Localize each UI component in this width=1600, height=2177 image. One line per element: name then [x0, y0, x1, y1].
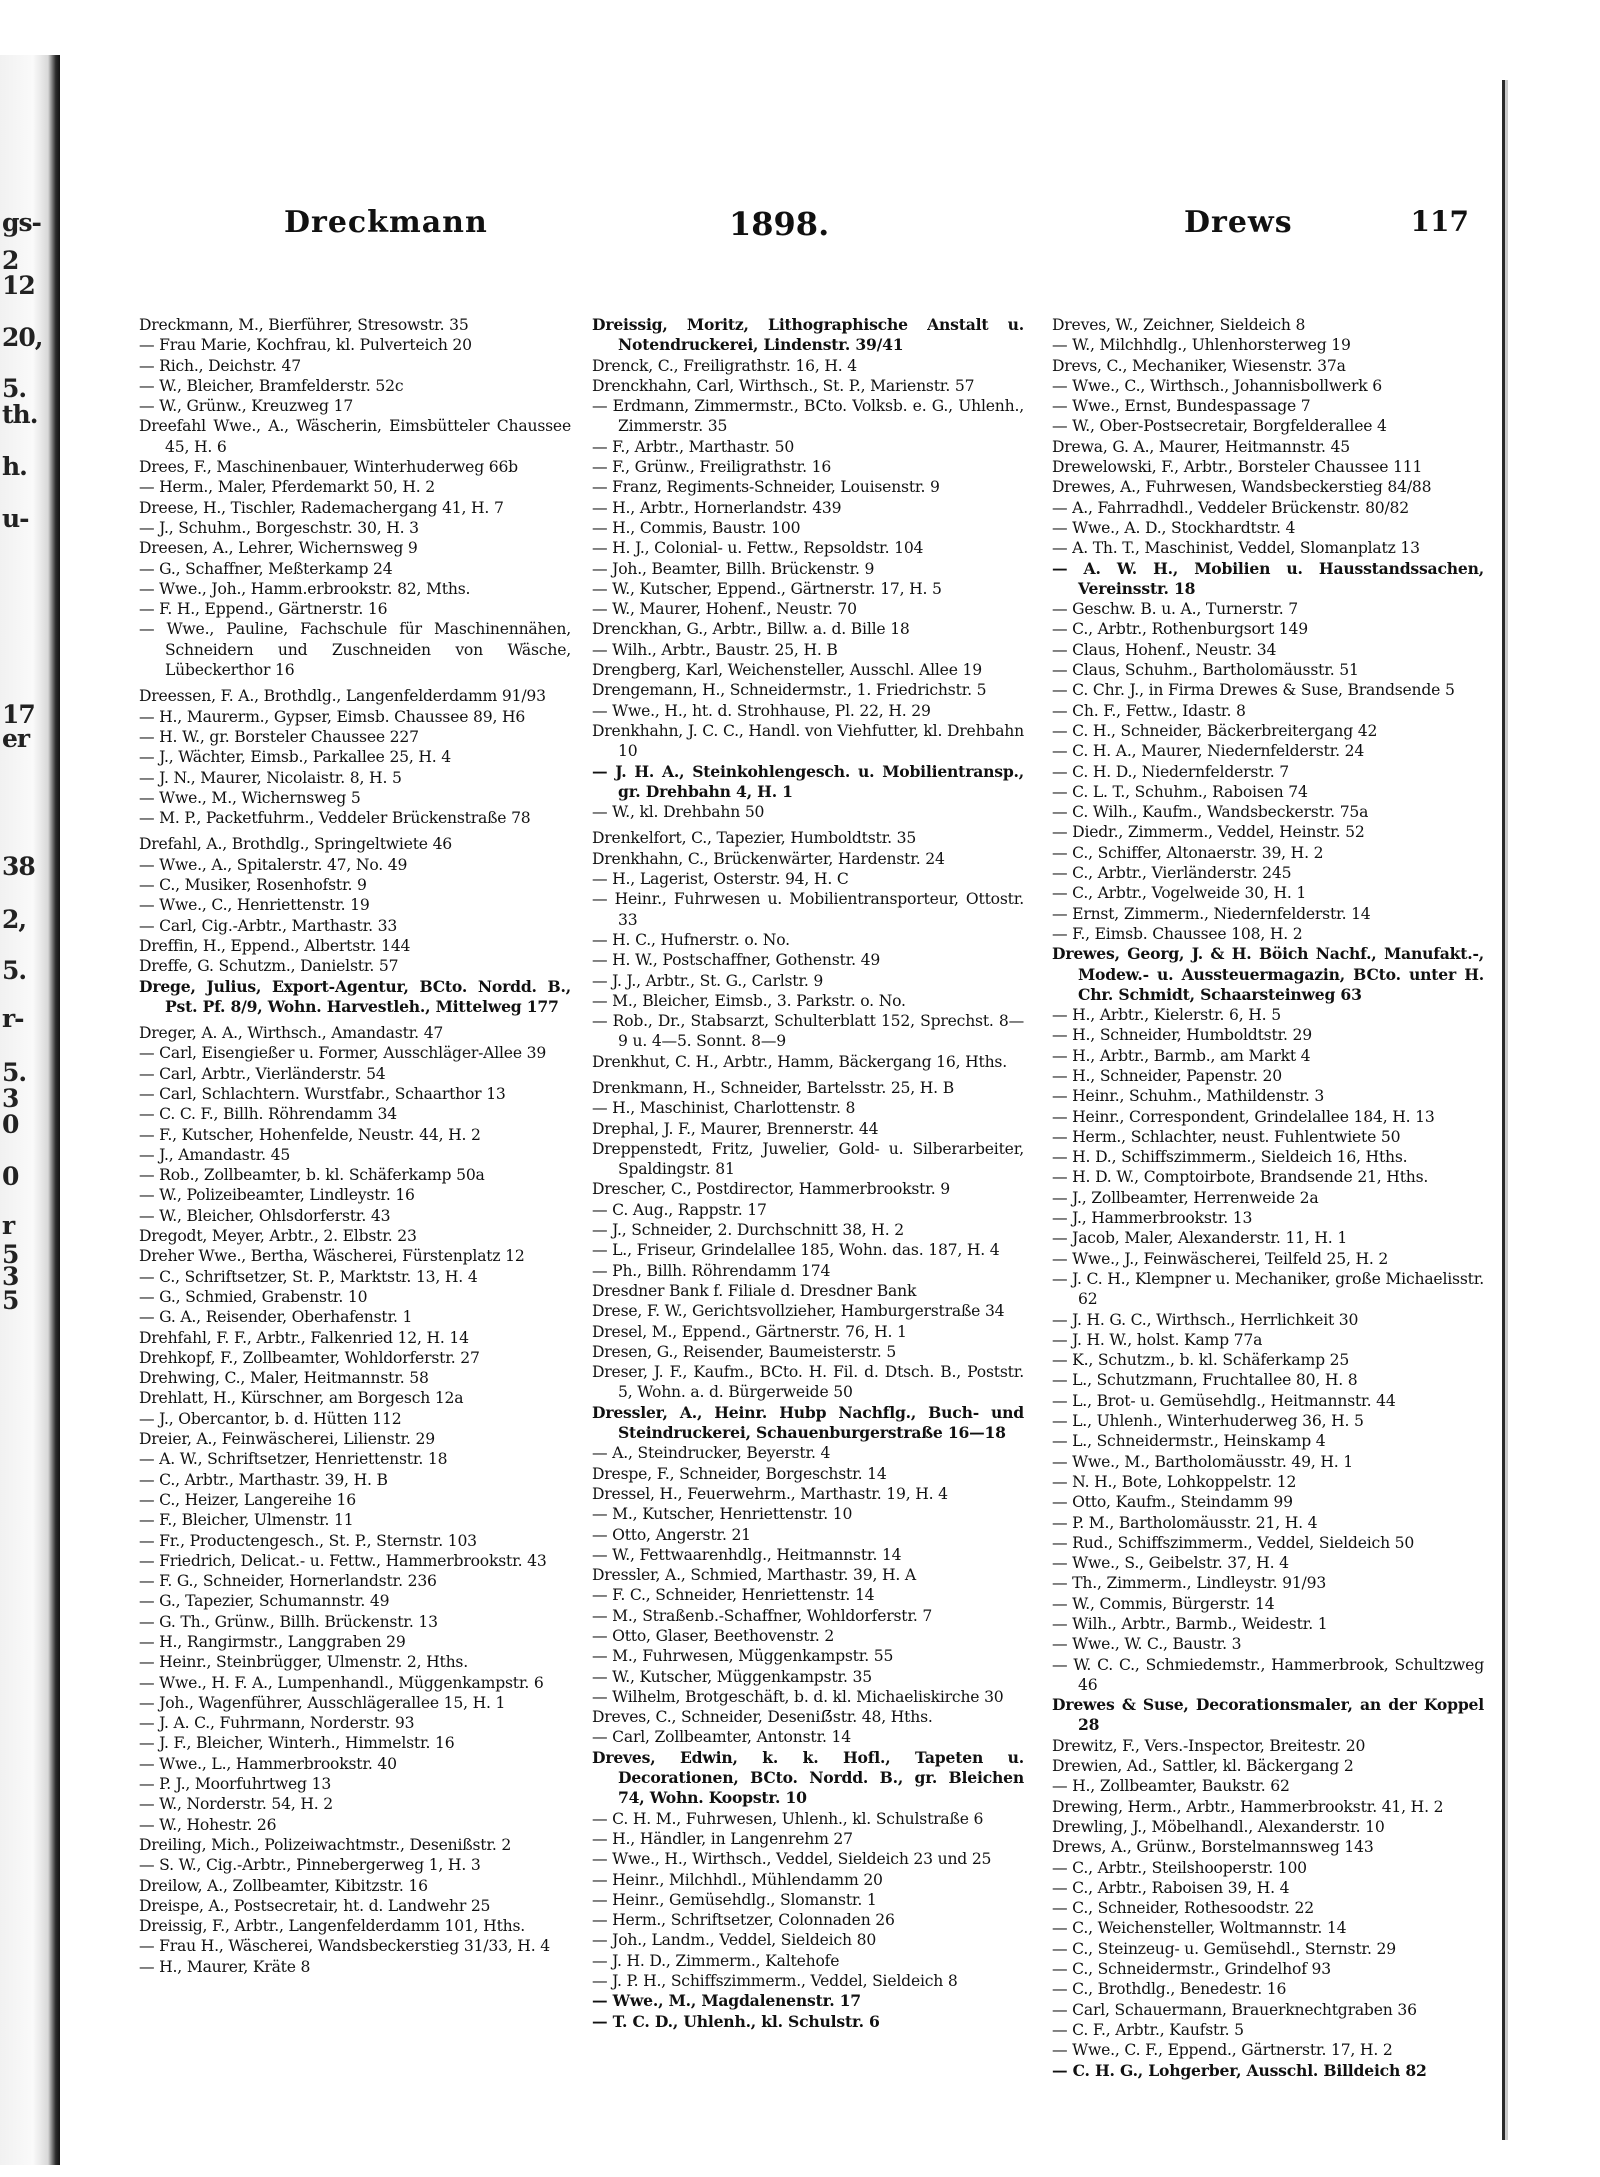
directory-entry: — Frau Marie, Kochfrau, kl. Pulverteich 20	[139, 336, 472, 355]
directory-entry: — C., Arbtr., Raboisen 39, H. 4	[1052, 1878, 1290, 1897]
directory-entry: — J. H. D., Zimmerm., Kaltehofe	[592, 1951, 840, 1970]
directory-entry: — Wwe., H., ht. d. Strohhause, Pl. 22, H. 29	[592, 701, 931, 720]
directory-entry: — W., Fettwaarenhdlg., Heitmannstr. 14	[592, 1545, 902, 1564]
directory-entry: Drevs, C., Mechaniker, Wiesenstr. 37a	[1052, 356, 1346, 375]
directory-entry: — L., Brot- u. Gemüsehdlg., Heitmannstr. 44	[1052, 1391, 1396, 1410]
directory-entry: — Wwe., C., Henriettenstr. 19	[139, 896, 370, 915]
directory-entry: — H. C., Hufnerstr. o. No.	[592, 930, 790, 949]
directory-entry: — P. M., Bartholomäusstr. 21, H. 4	[1052, 1513, 1318, 1532]
directory-entry: — J. H. A., Steinkohlengesch. u. Mobilientransp., gr. Drehbahn 4, H. 1	[592, 761, 1024, 801]
directory-entry: — H. W., gr. Borsteler Chaussee 227	[139, 727, 419, 746]
previous-page-fragment: 20,	[2, 323, 43, 352]
previous-page-fragment: h.	[2, 452, 27, 481]
directory-entry: — Joh., Landm., Veddel, Sieldeich 80	[592, 1931, 877, 1950]
directory-entry: Dreppenstedt, Fritz, Juwelier, Gold- u. Silberarbeiter, Spaldingstr. 81	[592, 1139, 1024, 1179]
directory-entry: — Wilhelm, Brotgeschäft, b. d. kl. Michaeliskirche 30	[592, 1687, 1004, 1706]
directory-entry: — Wilh., Arbtr., Baustr. 25, H. B	[592, 640, 838, 659]
directory-entry: — W., Commis, Bürgerstr. 14	[1052, 1594, 1275, 1613]
directory-entry: Drewelowski, F., Arbtr., Borsteler Chaussee 111	[1052, 458, 1423, 477]
directory-entry: — A., Steindrucker, Beyerstr. 4	[592, 1444, 831, 1463]
directory-entry: — Claus, Schuhm., Bartholomäusstr. 51	[1052, 661, 1359, 680]
directory-entry: — H. D. W., Comptoirbote, Brandsende 21, Hths.	[1052, 1168, 1429, 1187]
directory-entry: Drews, A., Grünw., Borstelmannsweg 143	[1052, 1838, 1374, 1857]
directory-entry: — Wwe., J., Feinwäscherei, Teilfeld 25, H. 2	[1052, 1249, 1389, 1268]
directory-entry: — J., Hammerbrookstr. 13	[1052, 1209, 1253, 1228]
directory-entry: — Wwe., A., Spitalerstr. 47, No. 49	[139, 855, 408, 874]
directory-entry: Drewa, G. A., Maurer, Heitmannstr. 45	[1052, 437, 1350, 456]
directory-entry: Dressler, A., Heinr. Hubp Nachflg., Buch- und Steindruckerei, Schauenburgerstraße 16—18	[592, 1402, 1024, 1443]
directory-entry: — C., Musiker, Rosenhofstr. 9	[139, 876, 367, 895]
directory-entry: — Otto, Kaufm., Steindamm 99	[1052, 1493, 1293, 1512]
directory-entry: Dresdner Bank f. Filiale d. Dresdner Bank	[592, 1281, 917, 1300]
directory-entry: Dreissig, Moritz, Lithographische Anstalt u. Notendruckerei, Lindenstr. 39/41	[592, 315, 1024, 355]
header-first-entry: Dreckmann	[284, 205, 488, 240]
directory-entry: Dressel, H., Feuerwehrm., Marthastr. 19, H. 4	[592, 1484, 948, 1503]
directory-entry: — C., Arbtr., Steilshooperstr. 100	[1052, 1858, 1307, 1877]
directory-entry: — Otto, Glaser, Beethovenstr. 2	[592, 1627, 835, 1645]
directory-entry: Drescher, C., Postdirector, Hammerbrookstr. 9	[592, 1180, 950, 1199]
directory-entry: — C. Chr. J., in Firma Drewes & Suse, Brandsende 5	[1052, 681, 1455, 700]
directory-entry: — Wwe., A. D., Stockhardtstr. 4	[1052, 518, 1296, 537]
directory-entry: — F., Bleicher, Ulmenstr. 11	[139, 1511, 354, 1530]
directory-entry: — Friedrich, Delicat.- u. Fettw., Hammerbrookstr. 43	[139, 1551, 547, 1570]
directory-entry: — A., Fahrradhdl., Veddeler Brückenstr. 80/82	[1052, 498, 1410, 517]
directory-entry: — J. A. C., Fuhrmann, Norderstr. 93	[139, 1714, 415, 1733]
directory-entry: — W., Milchhdlg., Uhlenhorsterweg 19	[1052, 336, 1351, 355]
directory-entry: — W., Grünw., Kreuzweg 17	[139, 397, 354, 416]
previous-page-fragment: u-	[2, 504, 29, 533]
directory-entry: Dressler, A., Schmied, Marthastr. 39, H. A	[592, 1566, 916, 1585]
directory-entry: — H., Maurer, Kräte 8	[139, 1957, 311, 1976]
previous-page-fragment: 5.	[2, 374, 27, 403]
directory-entry: Dreesen, A., Lehrer, Wichernsweg 9	[139, 539, 418, 558]
previous-page-fragment: 0	[2, 1110, 19, 1139]
directory-entry: Drenkhahn, C., Brückenwärter, Hardenstr. 24	[592, 849, 945, 868]
directory-entry: — W., Hohestr. 26	[139, 1815, 277, 1834]
directory-entry: — A. W., Schriftsetzer, Henriettenstr. 18	[139, 1450, 448, 1469]
directory-entry: Drengemann, H., Schneidermstr., 1. Friedrichstr. 5	[592, 681, 987, 700]
directory-entry: — K., Schutzm., b. kl. Schäferkamp 25	[1052, 1351, 1350, 1370]
directory-entry: — C., Schneidermstr., Grindelhof 93	[1052, 1960, 1331, 1979]
directory-entry: Dreher Wwe., Bertha, Wäscherei, Fürstenplatz 12	[139, 1247, 525, 1266]
directory-entry: — N. H., Bote, Lohkoppelstr. 12	[1052, 1472, 1297, 1491]
directory-entry: — Ch. F., Fettw., Idastr. 8	[1052, 701, 1246, 720]
directory-entry: — Claus, Hohenf., Neustr. 34	[1052, 640, 1277, 659]
previous-page-fragment: gs-	[2, 208, 41, 237]
directory-entry: Drewing, Herm., Arbtr., Hammerbrookstr. 41, H. 2	[1052, 1797, 1444, 1816]
directory-entry: — Fr., Productengesch., St. P., Sternstr. 103	[139, 1531, 477, 1550]
directory-entry: Drewitz, F., Vers.-Inspector, Breitestr. 20	[1052, 1736, 1366, 1755]
directory-entry: Drephal, J. F., Maurer, Brennerstr. 44	[592, 1119, 879, 1138]
directory-entry: — J., Wächter, Eimsb., Parkallee 25, H. 4	[139, 748, 452, 767]
previous-page-fragment: 2,	[2, 905, 27, 934]
directory-entry: — W. C. C., Schmiedemstr., Hammerbrook, Schultzweg 46	[1052, 1655, 1484, 1694]
directory-entry: — A. Th. T., Maschinist, Veddel, Slomanplatz 13	[1052, 539, 1420, 558]
directory-entry: — Rich., Deichstr. 47	[139, 356, 301, 375]
page-header	[134, 205, 1469, 250]
directory-entry: — C. F., Arbtr., Kaufstr. 5	[1052, 2020, 1244, 2039]
previous-page-fragment: 5.	[2, 956, 27, 985]
directory-entry: — G. Th., Grünw., Billh. Brückenstr. 13	[139, 1612, 438, 1631]
directory-entry: — Wwe., H. F. A., Lumpenhandl., Müggenkampstr. 6	[139, 1673, 544, 1692]
directory-entry: — H., Maschinist, Charlottenstr. 8	[592, 1099, 856, 1118]
directory-entry: Dresen, G., Reisender, Baumeisterstr. 5	[592, 1342, 897, 1361]
directory-entry: — W., kl. Drehbahn 50	[592, 803, 765, 822]
directory-entry: — Ernst, Zimmerm., Niedernfelderstr. 14	[1052, 904, 1371, 923]
directory-entry: Drewes, A., Fuhrwesen, Wandsbeckerstieg 84/88	[1052, 478, 1432, 497]
directory-entry: Dreves, Edwin, k. k. Hofl., Tapeten u. Decorationen, BCto. Nordd. B., gr. Bleichen 74, Wohn. Koopstr. 10	[592, 1747, 1024, 1808]
directory-entry: — Wwe., L., Hammerbrookstr. 40	[139, 1754, 397, 1773]
directory-entry: Dreger, A. A., Wirthsch., Amandastr. 47	[139, 1024, 444, 1043]
directory-entry: — Carl, Schauermann, Brauerknechtgraben 36	[1052, 2000, 1417, 2019]
directory-entry: — J., Schuhm., Borgeschstr. 30, H. 3	[139, 518, 419, 537]
directory-entry: Drenkelfort, C., Tapezier, Humboldtstr. 35	[592, 829, 917, 848]
directory-entry: Dreier, A., Feinwäscherei, Lilienstr. 29	[139, 1430, 436, 1449]
previous-page-fragment: 3	[2, 1084, 19, 1113]
previous-page-fragment: 17	[2, 700, 35, 729]
previous-page-fragment: 0	[2, 1162, 19, 1191]
previous-page-fragment: 5.	[2, 1058, 27, 1087]
directory-entry: Drenck, C., Freiligrathstr. 16, H. 4	[592, 356, 857, 375]
directory-entry: Drenckhahn, Carl, Wirthsch., St. P., Marienstr. 57	[592, 376, 975, 395]
directory-entry: — L., Uhlenh., Winterhuderweg 36, H. 5	[1052, 1412, 1364, 1431]
directory-entry: — L., Friseur, Grindelallee 185, Wohn. das. 187, H. 4	[592, 1241, 1000, 1260]
directory-entry: — W., Kutscher, Eppend., Gärtnerstr. 17, H. 5	[592, 579, 942, 598]
directory-entry: — Heinr., Milchhdl., Mühlendamm 20	[592, 1870, 883, 1889]
directory-entry: — W., Maurer, Hohenf., Neustr. 70	[592, 600, 857, 619]
directory-entry: — G., Schaffner, Meßterkamp 24	[139, 559, 393, 578]
directory-entry: — C., Schiffer, Altonaerstr. 39, H. 2	[1052, 843, 1324, 862]
directory-entry: Dreessen, F. A., Brothdlg., Langenfelderdamm 91/93	[139, 687, 546, 706]
directory-entry: — Wwe., Pauline, Fachschule für Maschinennähen, Schneidern und Zuschneiden von Wäsche, Lübeckerthor 16	[139, 620, 571, 680]
directory-entry: — Heinr., Fuhrwesen u. Mobilientransporteur, Ottostr. 33	[592, 890, 1024, 929]
directory-entry: — C. C. F., Billh. Röhrendamm 34	[139, 1105, 397, 1124]
directory-entry: Drese, F. W., Gerichtsvollzieher, Hamburgerstraße 34	[592, 1302, 1005, 1321]
directory-entry: — M., Bleicher, Eimsb., 3. Parkstr. o. No.	[592, 991, 906, 1010]
directory-entry: — G., Tapezier, Schumannstr. 49	[139, 1592, 390, 1611]
directory-entry: — H., Händler, in Langenrehm 27	[592, 1829, 853, 1848]
directory-entry: — Franz, Regiments-Schneider, Louisenstr. 9	[592, 478, 940, 497]
directory-entry: — C. H. A., Maurer, Niedernfelderstr. 24	[1052, 742, 1365, 761]
directory-entry: — Herm., Schriftsetzer, Colonnaden 26	[592, 1911, 895, 1930]
directory-entry: — H., Lagerist, Osterstr. 94, H. C	[592, 870, 849, 889]
directory-entry: — C., Brothdlg., Benedestr. 16	[1052, 1980, 1287, 1999]
directory-entry: — C., Arbtr., Vogelweide 30, H. 1	[1052, 884, 1307, 903]
directory-entry: — Wwe., M., Wichernsweg 5	[139, 788, 361, 807]
directory-entry: — Diedr., Zimmerm., Veddel, Heinstr. 52	[1052, 823, 1365, 842]
directory-entry: — Joh., Wagenführer, Ausschlägerallee 15, H. 1	[139, 1693, 506, 1712]
directory-entry: — H. D., Schiffszimmerm., Sieldeich 16, Hths.	[1052, 1148, 1408, 1167]
directory-entry: — J. N., Maurer, Nicolaistr. 8, H. 5	[139, 768, 402, 787]
directory-entry: — C., Schneider, Rothesoodstr. 22	[1052, 1899, 1314, 1918]
directory-entry: Dreves, W., Zeichner, Sieldeich 8	[1052, 316, 1306, 334]
directory-entry: — H. J., Colonial- u. Fettw., Repsoldstr. 104	[592, 539, 924, 558]
directory-entry: — C., Weichensteller, Woltmannstr. 14	[1052, 1919, 1347, 1938]
directory-entry: — T. C. D., Uhlenh., kl. Schulstr. 6	[592, 2011, 880, 2031]
directory-entry: Drehkopf, F., Zollbeamter, Wohldorferstr. 27	[139, 1348, 480, 1367]
directory-entry: — Carl, Eisengießer u. Former, Ausschläger-Allee 39	[139, 1044, 547, 1063]
directory-entry: — Geschw. B. u. A., Turnerstr. 7	[1052, 600, 1298, 619]
directory-entry: Dreves, C., Schneider, Deseniẞstr. 48, Hths.	[592, 1708, 933, 1727]
directory-entry: — F., Arbtr., Marthastr. 50	[592, 437, 795, 456]
directory-entry: — C., Arbtr., Rothenburgsort 149	[1052, 620, 1308, 639]
directory-entry: — L., Schutzmann, Fruchtallee 80, H. 8	[1052, 1371, 1358, 1390]
directory-entry: Dreckmann, M., Bierführer, Stresowstr. 35	[139, 316, 469, 334]
previous-page-fragment: 2	[2, 246, 19, 275]
previous-page-fragment: 5	[2, 1286, 19, 1315]
directory-entry: — J. P. H., Schiffszimmerm., Veddel, Sieldeich 8	[592, 1972, 958, 1991]
directory-entry: — Carl, Zollbeamter, Antonstr. 14	[592, 1728, 851, 1747]
directory-entry: — M. P., Packetfuhrm., Veddeler Brückenstraße 78	[139, 809, 531, 828]
directory-entry: — J., Amandastr. 45	[139, 1145, 291, 1164]
directory-entry: Drewes, Georg, J. & H. Böich Nachf., Manufakt.-, Modew.- u. Aussteuermagazin, BCto. unter H. Chr. Schmidt, Schaarsteinweg 63	[1052, 944, 1484, 1004]
directory-entry: — Jacob, Maler, Alexanderstr. 11, H. 1	[1052, 1229, 1348, 1248]
directory-entry: Drehlatt, H., Kürschner, am Borgesch 12a	[139, 1389, 464, 1408]
directory-column-3	[1052, 315, 1484, 2165]
directory-entry: — J., Obercantor, b. d. Hütten 112	[139, 1409, 402, 1428]
directory-entry: — C. H. G., Lohgerber, Ausschl. Billdeich 82	[1052, 2060, 1427, 2080]
header-last-entry: Drews	[1184, 205, 1293, 240]
directory-entry: — Carl, Cig.-Arbtr., Marthastr. 33	[139, 916, 398, 935]
directory-entry: — F., Kutscher, Hohenfelde, Neustr. 44, H. 2	[139, 1125, 481, 1144]
directory-entry: — Heinr., Gemüsehdlg., Slomanstr. 1	[592, 1890, 877, 1909]
directory-entry: — W., Bleicher, Ohlsdorferstr. 43	[139, 1206, 391, 1225]
directory-entry: Dreffe, G. Schutzm., Danielstr. 57	[139, 957, 399, 976]
directory-entry: — H. W., Postschaffner, Gothenstr. 49	[592, 951, 881, 970]
directory-entry: — H., Schneider, Humboldtstr. 29	[1052, 1026, 1313, 1045]
directory-entry: — G., Schmied, Grabenstr. 10	[139, 1287, 368, 1306]
directory-entry: — F. G., Schneider, Hornerlandstr. 236	[139, 1572, 437, 1591]
directory-entry: — Carl, Schlachtern. Wurstfabr., Schaarthor 13	[139, 1084, 506, 1103]
directory-entry: Dreilow, A., Zollbeamter, Kibitzstr. 16	[139, 1876, 428, 1895]
directory-entry: Drewling, J., Möbelhandl., Alexanderstr. 10	[1052, 1817, 1385, 1836]
directory-entry: — W., Ober-Postsecretair, Borgfelderallee 4	[1052, 417, 1387, 436]
directory-entry: — F., Eimsb. Chaussee 108, H. 2	[1052, 924, 1303, 943]
directory-entry: — H., Zollbeamter, Baukstr. 62	[1052, 1777, 1290, 1796]
directory-entry: — Carl, Arbtr., Vierländerstr. 54	[139, 1064, 386, 1083]
directory-entry: — F. H., Eppend., Gärtnerstr. 16	[139, 600, 388, 619]
directory-entry: — C. Aug., Rappstr. 17	[592, 1200, 767, 1219]
previous-page-fragment: 3	[2, 1262, 19, 1291]
directory-entry: — Wilh., Arbtr., Barmb., Weidestr. 1	[1052, 1615, 1328, 1633]
directory-entry: — Herm., Schlachter, neust. Fuhlentwiete 50	[1052, 1127, 1401, 1146]
directory-entry: Drefahl, A., Brothdlg., Springeltwiete 46	[139, 835, 453, 854]
directory-entry: Drewien, Ad., Sattler, kl. Bäckergang 2	[1052, 1757, 1354, 1776]
directory-entry: — H., Arbtr., Hornerlandstr. 439	[592, 498, 842, 517]
directory-entry: — Wwe., S., Geibelstr. 37, H. 4	[1052, 1554, 1289, 1573]
directory-entry: Drenkhahn, J. C. C., Handl. von Viehfutter, kl. Drehbahn 10	[592, 721, 1024, 761]
directory-entry: — L., Schneidermstr., Heinskamp 4	[1052, 1432, 1326, 1451]
directory-entry: — Heinr., Schuhm., Mathildenstr. 3	[1052, 1087, 1325, 1106]
directory-entry: — Heinr., Correspondent, Grindelallee 184, H. 13	[1052, 1107, 1435, 1126]
directory-entry: — C. H. M., Fuhrwesen, Uhlenh., kl. Schulstraße 6	[592, 1809, 984, 1828]
directory-entry: Dreefahl Wwe., A., Wäscherin, Eimsbütteler Chaussee 45, H. 6	[139, 417, 571, 456]
directory-entry: Drespe, F., Schneider, Borgeschstr. 14	[592, 1464, 887, 1483]
directory-entry: Drehfahl, F. F., Arbtr., Falkenried 12, H. 14	[139, 1328, 469, 1347]
directory-entry: Dresel, M., Eppend., Gärtnerstr. 76, H. 1	[592, 1322, 907, 1341]
directory-entry: — Erdmann, Zimmermstr., BCto. Volksb. e. G., Uhlenh., Zimmerstr. 35	[592, 397, 1024, 436]
directory-entry: — W., Kutscher, Müggenkampstr. 35	[592, 1667, 872, 1686]
directory-entry: — Wwe., H., Wirthsch., Veddel, Sieldeich 23 und 25	[592, 1850, 992, 1869]
directory-entry: Dreser, J. F., Kaufm., BCto. H. Fil. d. Dtsch. B., Poststr. 5, Wohn. a. d. Bürgerweide 50	[592, 1363, 1024, 1402]
previous-page-fragment: r	[2, 1211, 15, 1240]
directory-entry: — J. H. W., holst. Kamp 77a	[1052, 1330, 1263, 1349]
directory-entry: — Otto, Angerstr. 21	[592, 1525, 751, 1544]
directory-column-2	[592, 315, 1024, 2165]
directory-entry: — J. H. G. C., Wirthsch., Herrlichkeit 30	[1052, 1310, 1359, 1329]
directory-entry: — Wwe., Joh., Hamm.erbrookstr. 82, Mths.	[139, 579, 471, 598]
directory-entry: — Wwe., C. F., Eppend., Gärtnerstr. 17, H. 2	[1052, 2041, 1393, 2060]
directory-entry: Drengberg, Karl, Weichensteller, Ausschl. Allee 19	[592, 661, 982, 680]
directory-entry: — J., Zollbeamter, Herrenweide 2a	[1052, 1188, 1319, 1207]
directory-entry: — Wwe., Ernst, Bundespassage 7	[1052, 397, 1311, 416]
directory-entry: Dreispe, A., Postsecretair, ht. d. Landwehr 25	[139, 1896, 491, 1915]
header-year: 1898.	[729, 205, 830, 243]
directory-entry: — J. J., Arbtr., St. G., Carlstr. 9	[592, 971, 824, 990]
directory-entry: Dreiling, Mich., Polizeiwachtmstr., Desenißstr. 2	[139, 1835, 512, 1854]
directory-entry: — C., Schriftsetzer, St. P., Marktstr. 13, H. 4	[139, 1267, 478, 1286]
directory-entry: — Th., Zimmerm., Lindleystr. 91/93	[1052, 1574, 1327, 1593]
directory-entry: — C. H., Schneider, Bäckerbreitergang 42	[1052, 721, 1378, 740]
directory-entry: Drenkhut, C. H., Arbtr., Hamm, Bäckergang 16, Hths.	[592, 1052, 1007, 1071]
directory-entry: — C., Arbtr., Marthastr. 39, H. B	[139, 1470, 388, 1489]
directory-entry: — Rud., Schiffszimmerm., Veddel, Sieldeich 50	[1052, 1533, 1415, 1552]
directory-entry: — F. C., Schneider, Henriettenstr. 14	[592, 1586, 875, 1605]
directory-column-1	[139, 315, 571, 2165]
directory-entry: — F., Grünw., Freiligrathstr. 16	[592, 458, 832, 477]
directory-entry: — A. W. H., Mobilien u. Hausstandssachen, Vereinsstr. 18	[1052, 558, 1484, 598]
previous-page-fragment: 12	[2, 271, 35, 300]
directory-entry: — C. Wilh., Kaufm., Wandsbeckerstr. 75a	[1052, 803, 1369, 822]
previous-page-fragment: er	[2, 724, 30, 753]
directory-entry: — H., Arbtr., Kielerstr. 6, H. 5	[1052, 1006, 1281, 1025]
page-number: 117	[1410, 205, 1469, 238]
directory-entry: — Rob., Dr., Stabsarzt, Schulterblatt 152, Sprechst. 8—9 u. 4—5. Sonnt. 8—9	[592, 1012, 1024, 1051]
directory-entry: — W., Norderstr. 54, H. 2	[139, 1795, 333, 1814]
directory-entry: — M., Straßenb.-Schaffner, Wohldorferstr. 7	[592, 1606, 933, 1625]
directory-entry: Drenkmann, H., Schneider, Bartelsstr. 25, H. B	[592, 1078, 954, 1097]
directory-entry: — M., Kutscher, Henriettenstr. 10	[592, 1505, 853, 1524]
directory-entry: — Rob., Zollbeamter, b. kl. Schäferkamp 50a	[139, 1166, 485, 1185]
directory-entry: — H., Rangirmstr., Langgraben 29	[139, 1633, 406, 1651]
directory-entry: Drees, F., Maschinenbauer, Winterhuderweg 66b	[139, 458, 518, 477]
directory-entry: Dregodt, Meyer, Arbtr., 2. Elbstr. 23	[139, 1227, 417, 1246]
directory-entry: — J. F., Bleicher, Winterh., Himmelstr. 16	[139, 1734, 455, 1753]
directory-entry: — Wwe., C., Wirthsch., Johannisbollwerk 6	[1052, 376, 1382, 395]
directory-entry: — Heinr., Steinbrügger, Ulmenstr. 2, Hths.	[139, 1653, 468, 1672]
previous-page-fragment: th.	[2, 400, 38, 429]
directory-entry: — Herm., Maler, Pferdemarkt 50, H. 2	[139, 478, 435, 497]
directory-entry: — J. C. H., Klempner u. Mechaniker, große Michaelisstr. 62	[1052, 1269, 1484, 1309]
directory-entry: — H., Arbtr., Barmb., am Markt 4	[1052, 1046, 1311, 1065]
directory-entry: — H., Schneider, Papenstr. 20	[1052, 1066, 1282, 1085]
directory-entry: — Wwe., M., Magdalenenstr. 17	[592, 1991, 861, 2011]
directory-entry: — Ph., Billh. Röhrendamm 174	[592, 1261, 831, 1280]
directory-entry: Drenckhan, G., Arbtr., Billw. a. d. Bille 18	[592, 620, 910, 639]
directory-entry: Dreese, H., Tischler, Rademachergang 41, H. 7	[139, 498, 504, 517]
previous-page-fragment: 5	[2, 1240, 19, 1269]
directory-entry: — C., Steinzeug- u. Gemüsehdl., Sternstr. 29	[1052, 1939, 1396, 1958]
directory-entry: — J., Schneider, 2. Durchschnitt 38, H. 2	[592, 1221, 904, 1240]
directory-entry: — C. L. T., Schuhm., Raboisen 74	[1052, 782, 1308, 801]
directory-entry: Drehwing, C., Maler, Heitmannstr. 58	[139, 1369, 429, 1388]
previous-page-fragment: r-	[2, 1004, 24, 1033]
directory-entry: — G. A., Reisender, Oberhafenstr. 1	[139, 1308, 413, 1327]
directory-entry: — H., Commis, Baustr. 100	[592, 518, 801, 537]
directory-entry: — Wwe., M., Bartholomäusstr. 49, H. 1	[1052, 1452, 1353, 1471]
directory-entry: — W., Polizeibeamter, Lindleystr. 16	[139, 1186, 415, 1205]
directory-entry: — Frau H., Wäscherei, Wandsbeckerstieg 31/33, H. 4	[139, 1937, 550, 1956]
directory-entry: — C., Heizer, Langereihe 16	[139, 1490, 356, 1509]
directory-entry: — W., Bleicher, Bramfelderstr. 52c	[139, 376, 404, 395]
directory-entry: — C., Arbtr., Vierländerstr. 245	[1052, 864, 1292, 883]
directory-entry: — Joh., Beamter, Billh. Brückenstr. 9	[592, 559, 875, 578]
directory-entry: — M., Fuhrwesen, Müggenkampstr. 55	[592, 1647, 894, 1666]
directory-page	[82, 80, 1502, 2140]
directory-entry: Drege, Julius, Export-Agentur, BCto. Nordd. B., Pst. Pf. 8/9, Wohn. Harvestleh., Mittelweg 177	[139, 976, 571, 1016]
directory-entry: Dreffin, H., Eppend., Albertstr. 144	[139, 936, 411, 955]
directory-entry: Dreissig, F., Arbtr., Langenfelderdamm 101, Hths.	[139, 1917, 526, 1936]
directory-entry: — P. J., Moorfuhrtweg 13	[139, 1775, 332, 1794]
directory-entry: — H., Maurerm., Gypser, Eimsb. Chaussee 89, H6	[139, 707, 526, 726]
previous-page-fragment: 38	[2, 852, 35, 881]
directory-entry: — S. W., Cig.-Arbtr., Pinnebergerweg 1, H. 3	[139, 1856, 481, 1875]
directory-entry: Drewes & Suse, Decorationsmaler, an der Koppel 28	[1052, 1695, 1484, 1735]
directory-entry: — Wwe., W. C., Baustr. 3	[1052, 1635, 1242, 1654]
directory-entry: — C. H. D., Niedernfelderstr. 7	[1052, 762, 1290, 781]
